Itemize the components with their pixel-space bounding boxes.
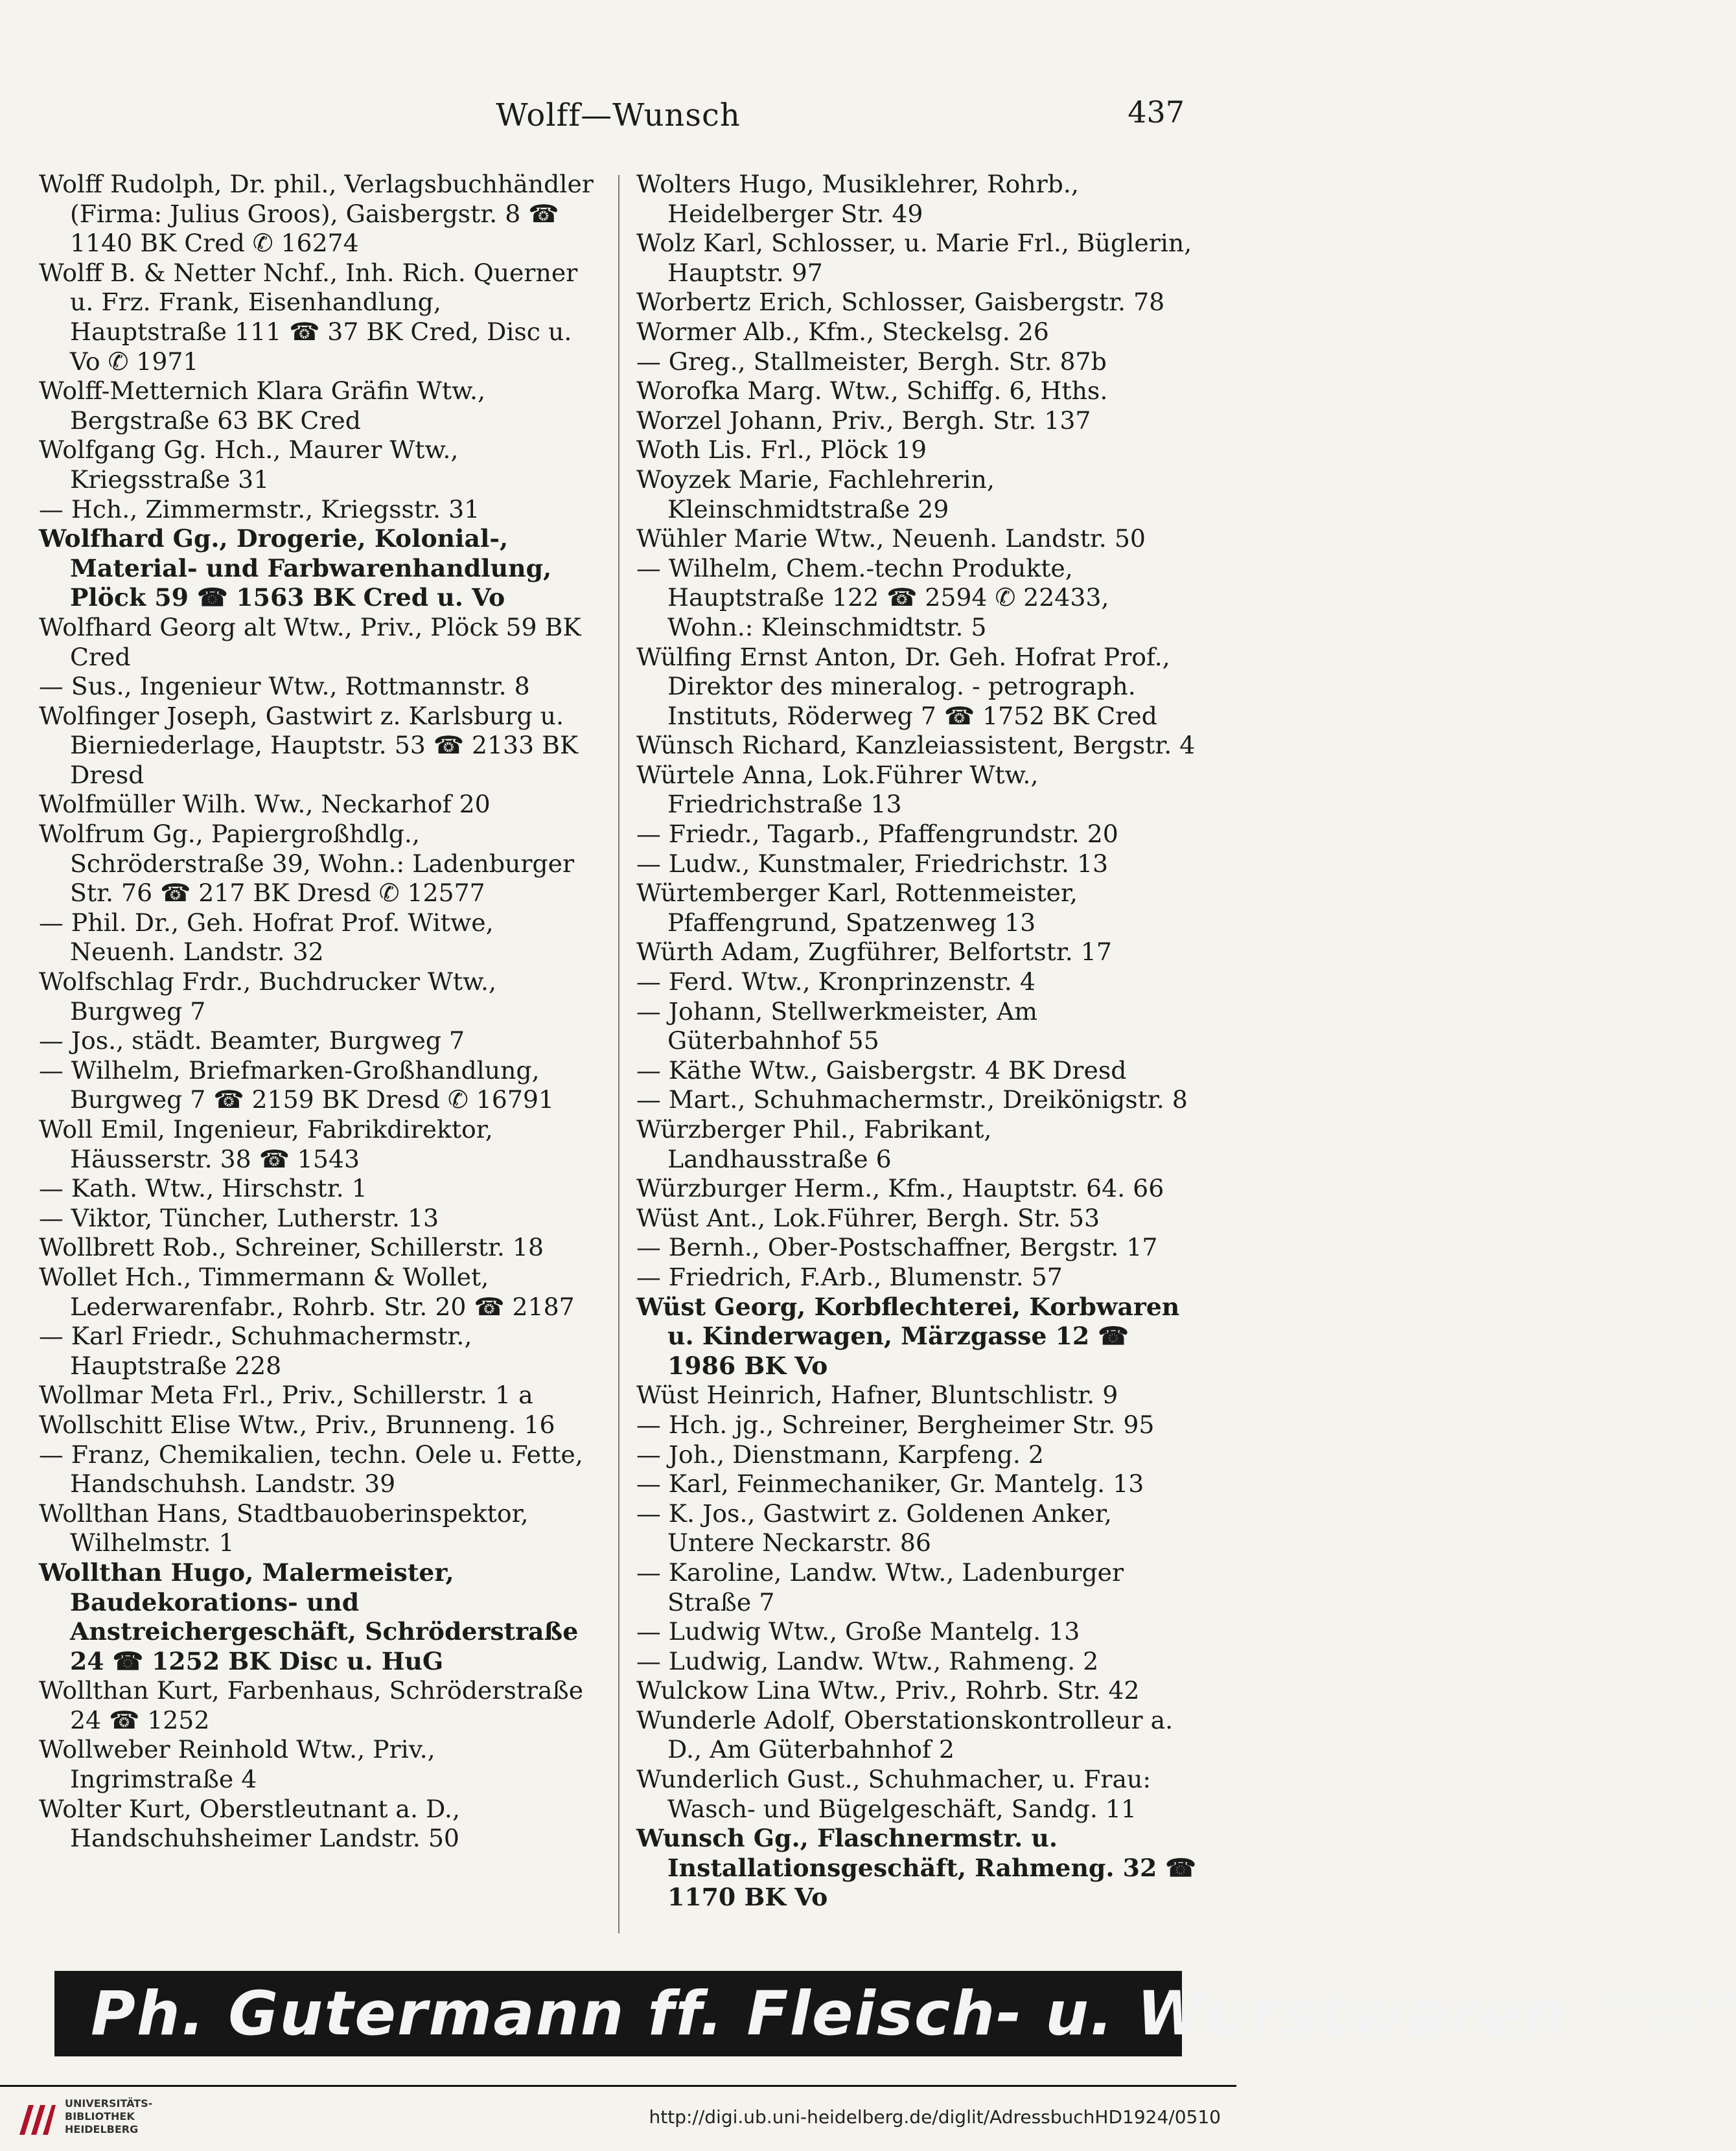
directory-entry: — Ferd. Wtw., Kronprinzenstr. 4 <box>636 967 1036 996</box>
directory-entry: Würzberger Phil., Fabrikant, Landhausstraße 6 <box>636 1115 992 1173</box>
directory-entry: — Jos., städt. Beamter, Burgweg 7 <box>39 1026 465 1055</box>
directory-entry: — Bernh., Ober-Postschaffner, Bergstr. 17 <box>636 1233 1158 1262</box>
left-column <box>39 170 618 1938</box>
directory-entry: Wüst Georg, Korbflechterei, Korbwaren u. Kinderwagen, Märzgasse 12 ☎ 1986 BK Vo <box>636 1292 1180 1380</box>
directory-entry: Wolfgang Gg. Hch., Maurer Wtw., Kriegsstraße 31 <box>39 435 459 494</box>
directory-entry: — Friedrich, F.Arb., Blumenstr. 57 <box>636 1262 1063 1291</box>
directory-entry: Wolff Rudolph, Dr. phil., Verlagsbuchhändler (Firma: Julius Groos), Gaisbergstr. 8 ☎ 1140 BK Cred ✆ 16274 <box>39 170 594 258</box>
directory-columns <box>39 170 1199 1938</box>
page-header <box>39 91 1198 149</box>
directory-entry: Worzel Johann, Priv., Bergh. Str. 137 <box>636 406 1091 435</box>
directory-entry: Wüst Heinrich, Hafner, Bluntschlistr. 9 <box>636 1381 1118 1410</box>
directory-entry: — Viktor, Tüncher, Lutherstr. 13 <box>39 1203 439 1232</box>
directory-entry: Würzburger Herm., Kfm., Hauptstr. 64. 66 <box>636 1174 1164 1203</box>
directory-entry: Würth Adam, Zugführer, Belfortstr. 17 <box>636 937 1112 967</box>
directory-entry: Wunsch Gg., Flaschnermstr. u. Installationsgeschäft, Rahmeng. 32 ☎ 1170 BK Vo <box>636 1824 1196 1912</box>
running-title: Wolff—Wunsch <box>496 97 741 133</box>
directory-entry: Wollet Hch., Timmermann & Wollet, Lederwarenfabr., Rohrb. Str. 20 ☎ 2187 <box>39 1262 575 1321</box>
directory-entry: Wolfrum Gg., Papiergroßhdlg., Schröderstraße 39, Wohn.: Ladenburger Str. 76 ☎ 217 BK Dresd ✆ 12577 <box>39 820 575 908</box>
directory-entry: — Phil. Dr., Geh. Hofrat Prof. Witwe, Neuenh. Landstr. 32 <box>39 908 494 967</box>
directory-entry: Wühler Marie Wtw., Neuenh. Landstr. 50 <box>636 524 1146 553</box>
directory-entry: Wollmar Meta Frl., Priv., Schillerstr. 1 a <box>39 1381 533 1410</box>
library-logo-icon <box>16 2099 57 2140</box>
page-footer <box>0 2085 1236 2145</box>
directory-entry: — Karl Friedr., Schuhmachermstr., Hauptstraße 228 <box>39 1322 472 1380</box>
directory-entry: — Karoline, Landw. Wtw., Ladenburger Straße 7 <box>636 1558 1124 1616</box>
directory-entry: — Sus., Ingenieur Wtw., Rottmannstr. 8 <box>39 672 530 701</box>
source-url[interactable]: http://digi.ub.uni-heidelberg.de/diglit/AdressbuchHD1924/0510 <box>649 2106 1221 2128</box>
directory-entry: Woll Emil, Ingenieur, Fabrikdirektor, Häusserstr. 38 ☎ 1543 <box>39 1115 493 1173</box>
directory-entry: — Friedr., Tagarb., Pfaffengrundstr. 20 <box>636 820 1118 849</box>
directory-entry: — Franz, Chemikalien, techn. Oele u. Fette, Handschuhsh. Landstr. 39 <box>39 1440 583 1499</box>
directory-entry: Wolfhard Georg alt Wtw., Priv., Plöck 59 BK Cred <box>39 612 581 671</box>
directory-entry: Wollthan Hans, Stadtbauoberinspektor, Wilhelmstr. 1 <box>39 1499 529 1558</box>
directory-entry: Würtemberger Karl, Rottenmeister, Pfaffengrund, Spatzenweg 13 <box>636 879 1078 937</box>
directory-entry: Wollthan Hugo, Malermeister, Baudekorations- und Anstreichergeschäft, Schröderstraße 24 ☎ 1252 BK Disc u. HuG <box>39 1558 579 1675</box>
right-column <box>619 170 1199 1938</box>
directory-entry: Woth Lis. Frl., Plöck 19 <box>636 435 927 465</box>
directory-entry: Wolff B. & Netter Nchf., Inh. Rich. Querner u. Frz. Frank, Eisenhandlung, Hauptstraße 111 ☎ 37 BK Cred, Disc u. Vo ✆ 1971 <box>39 258 578 376</box>
directory-entry: — Ludw., Kunstmaler, Friedrichstr. 13 <box>636 849 1109 878</box>
directory-entry: — Wilhelm, Chem.-techn Produkte, Hauptstraße 122 ☎ 2594 ✆ 22433, Wohn.: Kleinschmidtstr. 5 <box>636 553 1109 641</box>
directory-entry: — Käthe Wtw., Gaisbergstr. 4 BK Dresd <box>636 1055 1127 1085</box>
directory-entry: — Ludwig Wtw., Große Mantelg. 13 <box>636 1617 1080 1646</box>
directory-entry: Wunderlich Gust., Schuhmacher, u. Frau: Wasch- und Bügelgeschäft, Sandg. 11 <box>636 1765 1152 1823</box>
library-name-line3: HEIDELBERG <box>65 2123 139 2135</box>
banner-text: Ph. Gutermann ff. Fleisch- u. Wurstwaren <box>91 1978 1568 2049</box>
banner-address-street: HAUPTSTR <box>1596 1988 1736 2014</box>
directory-entry: Wolfschlag Frdr., Buchdrucker Wtw., Burgweg 7 <box>39 967 496 1026</box>
directory-entry: — Kath. Wtw., Hirschstr. 1 <box>39 1174 367 1203</box>
directory-entry: Wolfinger Joseph, Gastwirt z. Karlsburg u. Bierniederlage, Hauptstr. 53 ☎ 2133 BK Dresd <box>39 701 579 789</box>
directory-entry: Wollbrett Rob., Schreiner, Schillerstr. 18 <box>39 1233 544 1262</box>
directory-entry: — Karl, Feinmechaniker, Gr. Mantelg. 13 <box>636 1469 1144 1499</box>
directory-entry: Würtele Anna, Lok.Führer Wtw., Friedrichstraße 13 <box>636 760 1039 819</box>
directory-entry: — Wilhelm, Briefmarken-Großhandlung, Burgweg 7 ☎ 2159 BK Dresd ✆ 16791 <box>39 1055 554 1114</box>
directory-entry: Wolff-Metternich Klara Gräfin Wtw., Bergstraße 63 BK Cred <box>39 376 486 435</box>
banner-address-number: 120 <box>1641 2012 1691 2039</box>
directory-entry: Wolfmüller Wilh. Ww., Neckarhof 20 <box>39 790 491 819</box>
directory-entry: — Hch., Zimmermstr., Kriegsstr. 31 <box>39 494 480 523</box>
directory-entry: — Mart., Schuhmachermstr., Dreikönigstr. 8 <box>636 1085 1188 1114</box>
banner-address <box>1597 1989 1736 2038</box>
directory-entry: Wormer Alb., Kfm., Steckelsg. 26 <box>636 317 1049 346</box>
directory-entry: Wolz Karl, Schlosser, u. Marie Frl., Büglerin, Hauptstr. 97 <box>636 229 1192 287</box>
library-name-line1: UNIVERSITÄTS- <box>65 2097 153 2110</box>
directory-entry: Wollthan Kurt, Farbenhaus, Schröderstraße 24 ☎ 1252 <box>39 1676 584 1734</box>
directory-entry: Wolfhard Gg., Drogerie, Kolonial-, Material- und Farbwarenhandlung, Plöck 59 ☎ 1563 BK Cred u. Vo <box>39 524 552 612</box>
directory-entry: Wünsch Richard, Kanzleiassistent, Bergstr. 4 <box>636 731 1196 760</box>
directory-entry: Worbertz Erich, Schlosser, Gaisbergstr. 78 <box>636 288 1165 317</box>
directory-entry: Wüst Ant., Lok.Führer, Bergh. Str. 53 <box>636 1203 1100 1232</box>
directory-entry: — Greg., Stallmeister, Bergh. Str. 87b <box>636 347 1107 376</box>
directory-entry: Wunderle Adolf, Oberstationskontrolleur a. D., Am Güterbahnhof 2 <box>636 1705 1174 1764</box>
directory-entry: — K. Jos., Gastwirt z. Goldenen Anker, Untere Neckarstr. 86 <box>636 1499 1112 1558</box>
directory-entry: — Joh., Dienstmann, Karpfeng. 2 <box>636 1440 1044 1469</box>
library-name-line2: BIBLIOTHEK <box>65 2110 135 2122</box>
directory-entry: — Ludwig, Landw. Wtw., Rahmeng. 2 <box>636 1646 1099 1675</box>
advertisement-banner <box>54 1971 1736 2056</box>
directory-entry: Woyzek Marie, Fachlehrerin, Kleinschmidtstraße 29 <box>636 465 995 523</box>
directory-entry: Wolter Kurt, Oberstleutnant a. D., Handschuhsheimer Landstr. 50 <box>39 1794 460 1853</box>
library-name <box>65 2097 152 2136</box>
directory-entry: Wollschitt Elise Wtw., Priv., Brunneng. 16 <box>39 1410 555 1439</box>
directory-entry: Wollweber Reinhold Wtw., Priv., Ingrimstraße 4 <box>39 1735 435 1794</box>
directory-entry: — Johann, Stellwerkmeister, Am Güterbahnhof 55 <box>636 996 1037 1055</box>
directory-entry: — Hch. jg., Schreiner, Bergheimer Str. 95 <box>636 1410 1155 1439</box>
page-number: 437 <box>1128 95 1185 130</box>
directory-entry: Worofka Marg. Wtw., Schiffg. 6, Hths. <box>636 376 1108 406</box>
directory-entry: Wulckow Lina Wtw., Priv., Rohrb. Str. 42 <box>636 1676 1140 1705</box>
directory-entry: Wülfing Ernst Anton, Dr. Geh. Hofrat Prof., Direktor des mineralog. - petrograph. Instituts, Röderweg 7 ☎ 1752 BK Cred <box>636 642 1170 730</box>
directory-entry: Wolters Hugo, Musiklehrer, Rohrb., Heidelberger Str. 49 <box>636 170 1079 228</box>
